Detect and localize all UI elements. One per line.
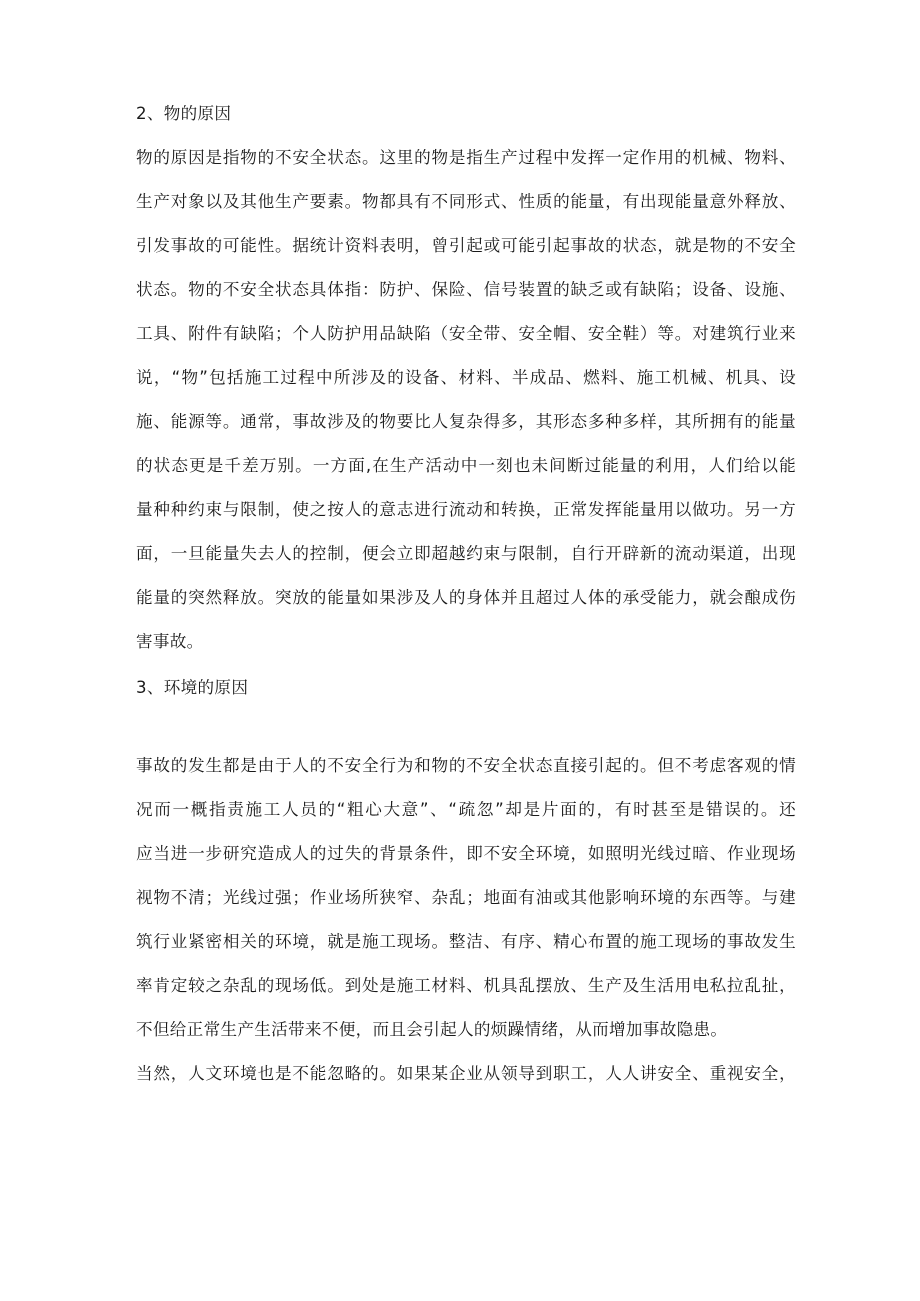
section-2-line: 害事故。 — [136, 632, 204, 651]
section-2-line: 状态。物的不安全状态具体指：防护、保险、信号装置的缺乏或有缺陷；设备、设施、 — [136, 280, 796, 299]
section-3-line: 率肯定较之杂乱的现场低。到处是施工材料、机具乱摆放、生产及生活用电私拉乱扯， — [136, 976, 796, 995]
section-2-line: 的状态更是千差万别。一方面,在生产活动中一刻也未间断过能量的利用，人们给以能 — [136, 456, 796, 475]
section-2-line: 面，一旦能量失去人的控制，便会立即超越约束与限制，自行开辟新的流动渠道，出现 — [136, 544, 796, 563]
section-3-line: 视物不清；光线过强；作业场所狭窄、杂乱；地面有油或其他影响环境的东西等。与建 — [136, 888, 796, 907]
section-3-heading: 3、环境的原因 — [136, 678, 249, 697]
section-2-line: 量种种约束与限制，使之按人的意志进行流动和转换，正常发挥能量用以做功。另一方 — [136, 500, 796, 519]
section-2-line: 工具、附件有缺陷；个人防护用品缺陷（安全带、安全帽、安全鞋）等。对建筑行业来 — [136, 324, 796, 343]
section-2-heading: 2、物的原因 — [136, 104, 232, 123]
section-3-line: 事故的发生都是由于人的不安全行为和物的不安全状态直接引起的。但不考虑客观的情 — [136, 756, 796, 775]
section-3-line: 应当进一步研究造成人的过失的背景条件，即不安全环境，如照明光线过暗、作业现场 — [136, 844, 796, 863]
section-2-line: 引发事故的可能性。据统计资料表明，曾引起或可能引起事故的状态，就是物的不安全 — [136, 236, 796, 255]
section-2-line: 物的原因是指物的不安全状态。这里的物是指生产过程中发挥一定作用的机械、物料、 — [136, 148, 796, 167]
section-2-line: 生产对象以及其他生产要素。物都具有不同形式、性质的能量，有出现能量意外释放、 — [136, 192, 796, 211]
section-3-line: 不但给正常生产生活带来不便，而且会引起人的烦躁情绪，从而增加事故隐患。 — [136, 1020, 728, 1039]
section-2-line: 能量的突然释放。突放的能量如果涉及人的身体并且超过人体的承受能力，就会酿成伤 — [136, 588, 796, 607]
section-2-line: 施、能源等。通常，事故涉及的物要比人复杂得多，其形态多种多样，其所拥有的能量 — [136, 412, 796, 431]
section-2-line: 说，“物”包括施工过程中所涉及的设备、材料、半成品、燃料、施工机械、机具、设 — [136, 368, 796, 387]
section-3-line: 当然，人文环境也是不能忽略的。如果某企业从领导到职工，人人讲安全、重视安全， — [136, 1064, 796, 1083]
section-3-line: 筑行业紧密相关的环境，就是施工现场。整洁、有序、精心布置的施工现场的事故发生 — [136, 932, 796, 951]
section-3-line: 况而一概指责施工人员的“粗心大意”、“疏忽”却是片面的，有时甚至是错误的。还 — [136, 800, 796, 819]
